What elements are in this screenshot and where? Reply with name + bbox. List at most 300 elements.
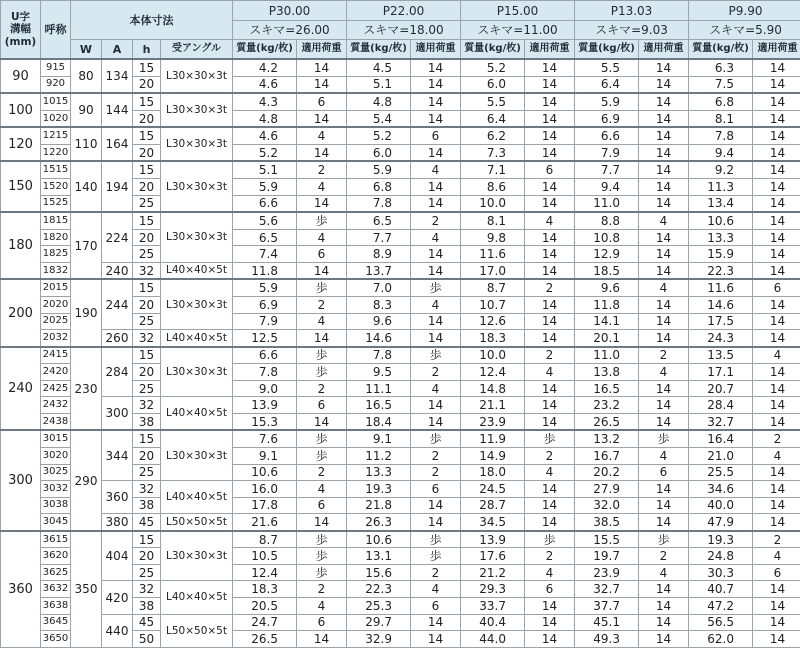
cell-mass: 28.7 xyxy=(461,497,525,514)
cell-name: 1520 xyxy=(41,179,71,196)
cell-mass: 5.1 xyxy=(233,161,297,178)
cell-name: 3015 xyxy=(41,430,71,447)
cell-load: 14 xyxy=(639,144,689,161)
cell-mass: 26.3 xyxy=(347,514,411,531)
cell-mass: 9.5 xyxy=(347,364,411,381)
cell-mass: 21.8 xyxy=(347,497,411,514)
cell-load: 14 xyxy=(639,380,689,397)
cell-mass: 15.3 xyxy=(233,413,297,430)
cell-load: 14 xyxy=(639,195,689,212)
cell-mass: 20.5 xyxy=(233,598,297,615)
cell-load: 14 xyxy=(753,413,800,430)
cell-name: 2032 xyxy=(41,330,71,347)
cell-angle: L40×40×5t xyxy=(161,397,233,431)
cell-name: 1020 xyxy=(41,110,71,127)
cell-load: 歩 xyxy=(411,531,461,548)
cell-load: 14 xyxy=(639,497,689,514)
cell-load: 14 xyxy=(639,598,689,615)
cell-mass: 21.0 xyxy=(689,448,753,465)
cell-mass: 26.5 xyxy=(575,413,639,430)
cell-load: 14 xyxy=(753,76,800,93)
cell-load: 4 xyxy=(525,364,575,381)
cell-load: 14 xyxy=(753,514,800,531)
cell-mass: 18.5 xyxy=(575,262,639,279)
cell-load: 14 xyxy=(411,497,461,514)
cell-load: 歩 xyxy=(411,430,461,447)
cell-load: 14 xyxy=(639,581,689,598)
cell-load: 14 xyxy=(753,195,800,212)
cell-mass: 14.8 xyxy=(461,380,525,397)
cell-mass: 11.8 xyxy=(575,297,639,314)
cell-mass: 18.3 xyxy=(461,330,525,347)
table-body xyxy=(1,59,800,648)
cell-mass: 4.6 xyxy=(233,127,297,144)
cell-mass: 10.6 xyxy=(233,464,297,481)
cell-load: 4 xyxy=(639,564,689,581)
cell-h: 32 xyxy=(133,481,161,498)
cell-u-width: 240 xyxy=(1,347,41,431)
cell-mass: 6.9 xyxy=(575,110,639,127)
cell-mass: 6.6 xyxy=(233,347,297,364)
cell-mass: 13.1 xyxy=(347,548,411,565)
cell-load: 14 xyxy=(525,313,575,330)
cell-h: 32 xyxy=(133,262,161,279)
cell-angle: L40×40×5t xyxy=(161,581,233,614)
cell-name: 1525 xyxy=(41,195,71,212)
cell-load: 14 xyxy=(411,631,461,648)
cell-mass: 15.5 xyxy=(575,531,639,548)
cell-h: 25 xyxy=(133,313,161,330)
cell-load: 14 xyxy=(753,364,800,381)
cell-mass: 10.5 xyxy=(233,548,297,565)
cell-load: 14 xyxy=(525,59,575,76)
cell-load: 14 xyxy=(639,397,689,414)
cell-name: 2438 xyxy=(41,413,71,430)
cell-h: 20 xyxy=(133,448,161,465)
table-row xyxy=(1,347,800,364)
cell-mass: 6.6 xyxy=(233,195,297,212)
cell-load: 14 xyxy=(411,179,461,196)
cell-mass: 18.0 xyxy=(461,464,525,481)
cell-name: 1220 xyxy=(41,144,71,161)
table-row xyxy=(1,279,800,296)
cell-mass: 12.4 xyxy=(233,564,297,581)
cell-mass: 11.8 xyxy=(233,262,297,279)
cell-load: 2 xyxy=(297,464,347,481)
cell-mass: 6.5 xyxy=(233,229,297,246)
cell-name: 3620 xyxy=(41,548,71,565)
cell-load: 4 xyxy=(639,364,689,381)
table-row xyxy=(1,161,800,178)
cell-mass: 5.9 xyxy=(233,179,297,196)
cell-load: 4 xyxy=(297,229,347,246)
cell-w: 90 xyxy=(71,93,102,127)
cell-load: 14 xyxy=(753,212,800,229)
table-row xyxy=(1,514,800,531)
cell-load: 6 xyxy=(525,581,575,598)
cell-load: 14 xyxy=(411,514,461,531)
cell-u-width: 360 xyxy=(1,531,41,648)
cell-load: 4 xyxy=(639,212,689,229)
cell-mass: 9.6 xyxy=(347,313,411,330)
cell-name: 2015 xyxy=(41,279,71,296)
cell-load: 14 xyxy=(753,631,800,648)
cell-h: 15 xyxy=(133,161,161,178)
cell-name: 2432 xyxy=(41,397,71,414)
cell-mass: 6.3 xyxy=(689,59,753,76)
table-row xyxy=(1,262,800,279)
cell-angle: L30×30×3t xyxy=(161,347,233,397)
header-body-dims: 本体寸法 xyxy=(71,1,233,40)
cell-mass: 19.3 xyxy=(689,531,753,548)
cell-mass: 5.2 xyxy=(233,144,297,161)
cell-load: 6 xyxy=(753,564,800,581)
cell-load: 2 xyxy=(297,161,347,178)
cell-mass: 8.3 xyxy=(347,297,411,314)
cell-mass: 12.9 xyxy=(575,246,639,263)
cell-load: 2 xyxy=(639,548,689,565)
cell-load: 14 xyxy=(297,514,347,531)
cell-mass: 13.8 xyxy=(575,364,639,381)
cell-load: 14 xyxy=(297,76,347,93)
cell-mass: 17.5 xyxy=(689,313,753,330)
cell-mass: 5.4 xyxy=(347,110,411,127)
cell-mass: 7.1 xyxy=(461,161,525,178)
cell-mass: 32.9 xyxy=(347,631,411,648)
cell-load: 14 xyxy=(753,179,800,196)
cell-w: 230 xyxy=(71,347,102,431)
cell-mass: 8.6 xyxy=(461,179,525,196)
cell-mass: 6.2 xyxy=(461,127,525,144)
cell-a: 440 xyxy=(102,614,133,647)
cell-mass: 7.6 xyxy=(233,430,297,447)
table-row xyxy=(1,430,800,447)
cell-load: 14 xyxy=(525,598,575,615)
cell-load: 14 xyxy=(525,397,575,414)
cell-load: 歩 xyxy=(639,430,689,447)
cell-w: 80 xyxy=(71,59,102,93)
cell-a: 194 xyxy=(102,161,133,212)
cell-load: 14 xyxy=(297,413,347,430)
header-pitch-5: P9.90 xyxy=(689,1,800,21)
cell-h: 38 xyxy=(133,598,161,615)
cell-mass: 12.5 xyxy=(233,330,297,347)
cell-mass: 19.7 xyxy=(575,548,639,565)
cell-mass: 24.3 xyxy=(689,330,753,347)
cell-load: 14 xyxy=(753,380,800,397)
cell-load: 4 xyxy=(639,279,689,296)
cell-h: 20 xyxy=(133,144,161,161)
cell-h: 20 xyxy=(133,229,161,246)
cell-load: 歩 xyxy=(297,531,347,548)
cell-load: 4 xyxy=(525,464,575,481)
header-h: h xyxy=(133,40,161,60)
cell-angle: L30×30×3t xyxy=(161,531,233,581)
cell-mass: 6.4 xyxy=(461,110,525,127)
cell-load: 14 xyxy=(753,581,800,598)
cell-mass: 24.8 xyxy=(689,548,753,565)
cell-h: 20 xyxy=(133,548,161,565)
cell-name: 1815 xyxy=(41,212,71,229)
cell-mass: 8.7 xyxy=(233,531,297,548)
cell-mass: 25.5 xyxy=(689,464,753,481)
cell-mass: 13.3 xyxy=(689,229,753,246)
table-row xyxy=(1,330,800,347)
cell-mass: 9.4 xyxy=(689,144,753,161)
cell-mass: 19.3 xyxy=(347,481,411,498)
cell-mass: 14.6 xyxy=(689,297,753,314)
cell-mass: 8.1 xyxy=(689,110,753,127)
cell-h: 20 xyxy=(133,364,161,381)
cell-mass: 11.0 xyxy=(575,195,639,212)
header-mass: 質量(kg/枚) xyxy=(461,40,525,60)
cell-load: 4 xyxy=(639,448,689,465)
header-mass: 質量(kg/枚) xyxy=(575,40,639,60)
cell-load: 14 xyxy=(525,481,575,498)
table-row xyxy=(1,93,800,110)
cell-load: 2 xyxy=(297,581,347,598)
cell-name: 1215 xyxy=(41,127,71,144)
cell-mass: 13.2 xyxy=(575,430,639,447)
cell-angle: L40×40×5t xyxy=(161,262,233,279)
table-row xyxy=(1,581,800,598)
cell-name: 1820 xyxy=(41,229,71,246)
cell-mass: 7.3 xyxy=(461,144,525,161)
cell-mass: 24.7 xyxy=(233,614,297,631)
cell-load: 14 xyxy=(297,59,347,76)
cell-mass: 10.0 xyxy=(461,195,525,212)
cell-mass: 11.6 xyxy=(689,279,753,296)
cell-load: 14 xyxy=(753,614,800,631)
cell-load: 2 xyxy=(525,448,575,465)
cell-mass: 40.0 xyxy=(689,497,753,514)
cell-load: 歩 xyxy=(297,279,347,296)
cell-load: 6 xyxy=(297,397,347,414)
cell-load: 14 xyxy=(411,262,461,279)
cell-mass: 29.7 xyxy=(347,614,411,631)
cell-load: 14 xyxy=(639,229,689,246)
cell-mass: 12.4 xyxy=(461,364,525,381)
cell-mass: 21.1 xyxy=(461,397,525,414)
cell-load: 歩 xyxy=(297,364,347,381)
cell-h: 20 xyxy=(133,76,161,93)
cell-load: 14 xyxy=(753,144,800,161)
cell-mass: 30.3 xyxy=(689,564,753,581)
cell-mass: 13.7 xyxy=(347,262,411,279)
table-row xyxy=(1,59,800,76)
cell-w: 110 xyxy=(71,127,102,161)
cell-mass: 11.2 xyxy=(347,448,411,465)
cell-load: 歩 xyxy=(525,430,575,447)
cell-load: 14 xyxy=(639,161,689,178)
cell-name: 1015 xyxy=(41,93,71,110)
cell-load: 14 xyxy=(525,380,575,397)
cell-angle: L30×30×3t xyxy=(161,279,233,329)
table-row xyxy=(1,212,800,229)
cell-mass: 5.9 xyxy=(575,93,639,110)
cell-load: 14 xyxy=(525,330,575,347)
cell-h: 20 xyxy=(133,179,161,196)
cell-load: 14 xyxy=(411,144,461,161)
cell-load: 14 xyxy=(525,246,575,263)
cell-mass: 7.8 xyxy=(233,364,297,381)
cell-load: 4 xyxy=(297,313,347,330)
cell-mass: 9.6 xyxy=(575,279,639,296)
cell-load: 14 xyxy=(753,229,800,246)
cell-load: 4 xyxy=(411,229,461,246)
cell-mass: 24.5 xyxy=(461,481,525,498)
cell-mass: 17.1 xyxy=(689,364,753,381)
cell-mass: 33.7 xyxy=(461,598,525,615)
cell-load: 6 xyxy=(639,464,689,481)
cell-load: 6 xyxy=(411,598,461,615)
cell-name: 2415 xyxy=(41,347,71,364)
cell-mass: 32.7 xyxy=(689,413,753,430)
cell-mass: 5.9 xyxy=(233,279,297,296)
cell-load: 6 xyxy=(297,246,347,263)
cell-angle: L40×40×5t xyxy=(161,330,233,347)
cell-mass: 16.7 xyxy=(575,448,639,465)
cell-load: 14 xyxy=(411,76,461,93)
cell-load: 歩 xyxy=(297,347,347,364)
cell-load: 4 xyxy=(753,548,800,565)
cell-load: 歩 xyxy=(411,548,461,565)
cell-load: 14 xyxy=(411,195,461,212)
cell-mass: 6.6 xyxy=(575,127,639,144)
cell-load: 4 xyxy=(411,581,461,598)
cell-load: 14 xyxy=(639,481,689,498)
cell-h: 45 xyxy=(133,514,161,531)
cell-load: 14 xyxy=(639,631,689,648)
cell-mass: 14.9 xyxy=(461,448,525,465)
header-gap-5: スキマ=5.90 xyxy=(689,21,800,40)
cell-a: 240 xyxy=(102,262,133,279)
cell-load: 14 xyxy=(525,413,575,430)
cell-u-width: 120 xyxy=(1,127,41,161)
cell-h: 45 xyxy=(133,614,161,631)
cell-mass: 62.0 xyxy=(689,631,753,648)
cell-load: 歩 xyxy=(639,531,689,548)
header-w: W xyxy=(71,40,102,60)
cell-h: 15 xyxy=(133,59,161,76)
cell-mass: 13.5 xyxy=(689,347,753,364)
cell-mass: 44.0 xyxy=(461,631,525,648)
header-mass: 質量(kg/枚) xyxy=(347,40,411,60)
cell-angle: L50×50×5t xyxy=(161,514,233,531)
cell-mass: 28.4 xyxy=(689,397,753,414)
cell-mass: 47.9 xyxy=(689,514,753,531)
cell-mass: 11.0 xyxy=(575,347,639,364)
cell-h: 25 xyxy=(133,464,161,481)
cell-mass: 6.8 xyxy=(347,179,411,196)
cell-load: 14 xyxy=(753,246,800,263)
cell-load: 2 xyxy=(753,531,800,548)
cell-load: 14 xyxy=(639,413,689,430)
cell-load: 14 xyxy=(411,110,461,127)
cell-name: 920 xyxy=(41,76,71,93)
cell-load: 14 xyxy=(297,330,347,347)
cell-mass: 5.6 xyxy=(233,212,297,229)
cell-angle: L30×30×3t xyxy=(161,127,233,161)
cell-name: 3025 xyxy=(41,464,71,481)
cell-h: 32 xyxy=(133,397,161,414)
cell-mass: 8.8 xyxy=(575,212,639,229)
cell-load: 14 xyxy=(411,330,461,347)
cell-load: 14 xyxy=(753,297,800,314)
cell-mass: 7.7 xyxy=(575,161,639,178)
cell-mass: 13.4 xyxy=(689,195,753,212)
cell-mass: 5.9 xyxy=(347,161,411,178)
cell-h: 25 xyxy=(133,380,161,397)
cell-mass: 9.0 xyxy=(233,380,297,397)
cell-u-width: 150 xyxy=(1,161,41,212)
cell-load: 2 xyxy=(411,448,461,465)
cell-load: 2 xyxy=(411,212,461,229)
cell-a: 284 xyxy=(102,347,133,397)
cell-load: 4 xyxy=(525,564,575,581)
cell-load: 14 xyxy=(753,497,800,514)
cell-mass: 7.9 xyxy=(575,144,639,161)
cell-load: 14 xyxy=(639,313,689,330)
cell-load: 2 xyxy=(411,364,461,381)
cell-mass: 8.1 xyxy=(461,212,525,229)
cell-angle: L30×30×3t xyxy=(161,59,233,93)
cell-u-width: 200 xyxy=(1,279,41,346)
cell-mass: 20.2 xyxy=(575,464,639,481)
cell-mass: 40.7 xyxy=(689,581,753,598)
cell-mass: 11.1 xyxy=(347,380,411,397)
header-mass: 質量(kg/枚) xyxy=(233,40,297,60)
cell-name: 2025 xyxy=(41,313,71,330)
cell-mass: 29.3 xyxy=(461,581,525,598)
cell-mass: 7.0 xyxy=(347,279,411,296)
cell-mass: 13.3 xyxy=(347,464,411,481)
cell-mass: 4.3 xyxy=(233,93,297,110)
cell-name: 1832 xyxy=(41,262,71,279)
cell-mass: 6.8 xyxy=(689,93,753,110)
cell-load: 14 xyxy=(753,93,800,110)
cell-mass: 49.3 xyxy=(575,631,639,648)
cell-load: 2 xyxy=(753,430,800,447)
cell-load: 6 xyxy=(297,497,347,514)
cell-load: 14 xyxy=(525,614,575,631)
cell-mass: 7.8 xyxy=(347,347,411,364)
cell-load: 14 xyxy=(525,76,575,93)
cell-load: 14 xyxy=(525,229,575,246)
cell-load: 6 xyxy=(297,614,347,631)
cell-mass: 9.1 xyxy=(233,448,297,465)
cell-mass: 4.5 xyxy=(347,59,411,76)
header-gap-4: スキマ=9.03 xyxy=(575,21,689,40)
cell-load: 6 xyxy=(411,481,461,498)
cell-load: 14 xyxy=(411,614,461,631)
header-pitch-4: P13.03 xyxy=(575,1,689,21)
cell-load: 14 xyxy=(639,514,689,531)
cell-a: 260 xyxy=(102,330,133,347)
cell-a: 224 xyxy=(102,212,133,262)
cell-a: 144 xyxy=(102,93,133,127)
cell-w: 140 xyxy=(71,161,102,212)
table-row xyxy=(1,614,800,631)
cell-angle: L30×30×3t xyxy=(161,430,233,480)
cell-w: 190 xyxy=(71,279,102,346)
cell-mass: 4.6 xyxy=(233,76,297,93)
cell-load: 14 xyxy=(411,59,461,76)
cell-load: 4 xyxy=(753,347,800,364)
cell-u-width: 90 xyxy=(1,59,41,93)
cell-load: 4 xyxy=(753,448,800,465)
cell-mass: 6.0 xyxy=(461,76,525,93)
